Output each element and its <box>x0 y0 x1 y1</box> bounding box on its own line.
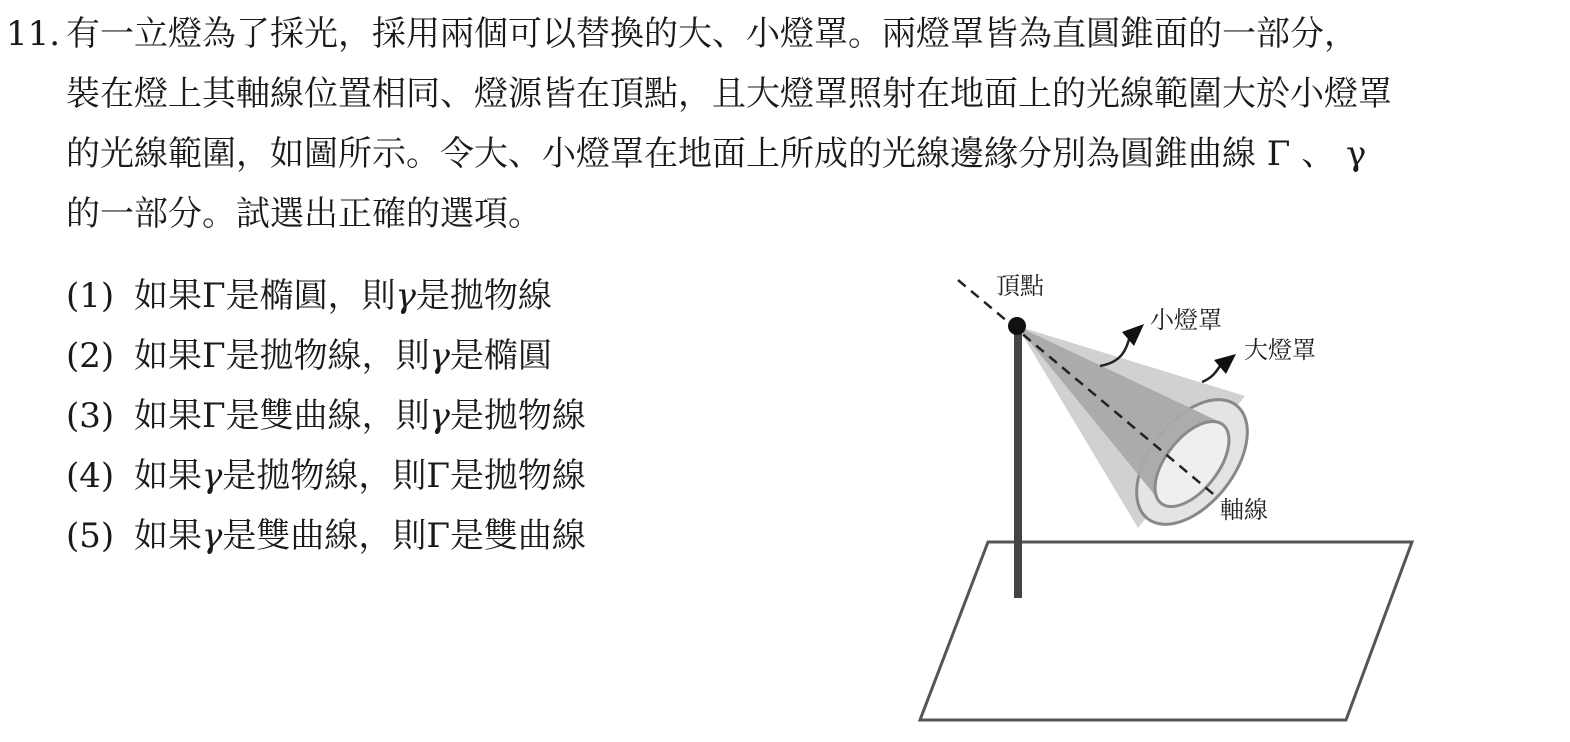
option-text: 如果 <box>134 276 202 316</box>
option-text: 如果 <box>134 516 202 556</box>
stem-line: 的一部分。試選出正確的選項。 <box>66 194 542 234</box>
ground-plane <box>920 542 1412 720</box>
option-text: 如果 <box>134 396 202 436</box>
question-stem <box>66 4 1566 244</box>
axis-label: 軸線 <box>1220 496 1268 524</box>
option-2[interactable] <box>66 326 586 386</box>
option-text: 是雙曲線，則 <box>225 396 430 436</box>
lamp-pole <box>1014 326 1022 598</box>
large-shade-label: 大燈罩 <box>1244 336 1316 364</box>
option-symbol: γ <box>429 396 450 436</box>
option-5[interactable] <box>66 506 586 566</box>
option-symbol: γ <box>202 516 223 556</box>
option-3[interactable] <box>66 386 586 446</box>
option-text: 是橢圓，則 <box>225 276 396 316</box>
option-text: 是拋物線 <box>449 396 586 436</box>
lamp-figure <box>900 258 1440 738</box>
vertex-dot <box>1008 317 1026 335</box>
option-symbol: Γ <box>426 516 450 556</box>
stem-line: 的光線範圍，如圖所示。令大、小燈罩在地面上所成的光線邊緣分別為圓錐曲線 Γ 、 γ <box>66 134 1367 174</box>
option-1[interactable] <box>66 266 586 326</box>
option-symbol: Γ <box>426 456 450 496</box>
option-text: 是拋物線，則 <box>225 336 430 376</box>
option-number: (3) <box>66 396 115 436</box>
small-shade-arrowhead <box>1122 324 1144 346</box>
option-number: (1) <box>66 276 115 316</box>
question-number: 11. <box>6 14 61 54</box>
option-symbol: Γ <box>202 396 226 436</box>
option-symbol: γ <box>429 336 450 376</box>
option-text: 是拋物線 <box>449 456 586 496</box>
option-number: (2) <box>66 336 115 376</box>
option-text: 是雙曲線，則 <box>222 516 427 556</box>
option-text: 是拋物線 <box>415 276 552 316</box>
option-symbol: γ <box>202 456 223 496</box>
option-text: 如果 <box>134 336 202 376</box>
option-text: 是雙曲線 <box>449 516 586 556</box>
options-list <box>66 266 586 566</box>
option-number: (4) <box>66 456 115 496</box>
option-number: (5) <box>66 516 115 556</box>
vertex-label: 頂點 <box>996 272 1044 300</box>
small-shade-label: 小燈罩 <box>1150 306 1222 334</box>
stem-line: 有一立燈為了採光，採用兩個可以替換的大、小燈罩。兩燈罩皆為直圓錐面的一部分， <box>66 14 1358 54</box>
option-symbol: Γ <box>202 336 226 376</box>
option-text: 如果 <box>134 456 202 496</box>
option-text: 是橢圓 <box>449 336 552 376</box>
option-symbol: Γ <box>202 276 226 316</box>
large-shade-pointer <box>1202 366 1220 382</box>
stem-line: 裝在燈上其軸線位置相同、燈源皆在頂點，且大燈罩照射在地面上的光線範圍大於小燈罩 <box>66 74 1392 114</box>
option-4[interactable] <box>66 446 586 506</box>
option-symbol: γ <box>395 276 416 316</box>
option-text: 是拋物線，則 <box>222 456 427 496</box>
